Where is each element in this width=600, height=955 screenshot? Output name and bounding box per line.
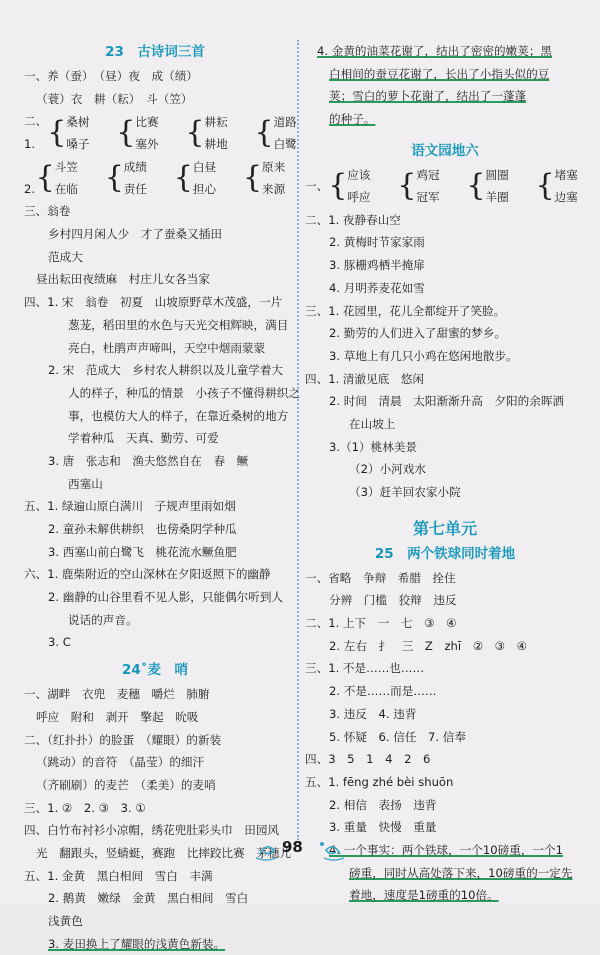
answer-line: 2. 幽静的山谷里看不见人影，只能偶尔听到人 — [48, 590, 284, 605]
right-column — [305, 40, 585, 907]
answer-line: 乡村四月闲人少 才了蚕桑又插田 — [48, 227, 222, 242]
section-title-yuwen-yuandi: 语文园地六 — [411, 142, 479, 159]
answer-line: 一、养（蚕） （昼）夜 成（绩） — [24, 69, 198, 83]
underlined-text: 4. 一个事实：两个铁球，一个10磅重，一个1 — [329, 842, 563, 857]
word: 成绩 — [123, 159, 147, 174]
word: 鸡冠 — [416, 168, 440, 183]
word: 责任 — [123, 181, 147, 196]
underlined-text: 磅重，同时从高处落下来，10磅重的一定先 — [349, 865, 573, 880]
brace-icon: { — [397, 168, 417, 204]
answer-line: 五、1. 绿遍山原白满川 子规声里雨如烟 — [24, 499, 236, 514]
brace-icon: { — [466, 168, 486, 204]
answer-line: 二、1. 上下 一 七 ③ ④ — [305, 616, 457, 631]
answer-line: 3. C — [48, 635, 71, 650]
answer-line: 浅黄色 — [48, 914, 83, 928]
group-prefix: 一、 — [305, 178, 329, 193]
answer-line: 2. 勤劳的人们进入了甜蜜的梦乡。 — [329, 326, 507, 341]
answer-line: 学着种瓜 天真、勤劳、可爱 — [68, 431, 219, 446]
word-pair — [347, 164, 397, 208]
unit-7-title: 第七单元 — [412, 518, 477, 538]
word-pair — [416, 164, 466, 208]
word: 嗓子 — [66, 136, 90, 151]
brace-icon: { — [35, 159, 55, 195]
answer-line: 在山坡上 — [349, 416, 396, 431]
answer-line: 光 翻跟头，竖蜻蜓，赛跑 比摔跤比赛 茅穗儿 — [36, 845, 292, 860]
word-pair — [55, 156, 105, 200]
answer-line: 一、湖畔 衣兜 麦穗 嚼烂 肺腑 — [24, 687, 210, 702]
answer-line: 4. 月明荞麦花如雪 — [329, 280, 425, 295]
answer-line: 2. 黄梅时节家家雨 — [329, 235, 425, 250]
answer-line — [305, 108, 585, 131]
word-group — [24, 155, 286, 200]
word-group — [24, 110, 297, 155]
underlined-text: 的种子。 — [329, 112, 376, 127]
answer-line: 一、省略 争辩 希腊 拴住 — [305, 570, 456, 585]
answer-line — [305, 85, 585, 108]
answer-line: （3）赶羊回农家小院 — [349, 485, 461, 499]
word: 羊圈 — [485, 190, 509, 205]
answer-line: （齐刷刷）的麦芒 （柔美）的麦哨 — [36, 777, 216, 792]
answer-line: 五、1. 金黄 黑白相间 雪白 丰满 — [24, 868, 213, 883]
answer-line: 3.（1）桃林美景 — [329, 439, 418, 454]
answer-line: 3. 草地上有几只小鸡在悠闲地散步。 — [329, 348, 518, 363]
brace-icon: { — [116, 114, 136, 150]
answer-line: 2. 相信 表扬 违背 — [329, 797, 437, 812]
answer-line — [305, 40, 585, 63]
lesson-23-title: 23 古诗词三首 — [105, 44, 205, 60]
answer-line: 四、白竹布衬衫小凉帽，绣花兜肚彩头巾 田园风 — [24, 823, 280, 838]
word-pair — [193, 156, 243, 200]
word: 呼应 — [347, 190, 371, 205]
brace-icon: { — [173, 159, 193, 195]
answer-line — [305, 884, 585, 907]
brace-icon: { — [254, 114, 274, 150]
answer-line: 昼出耘田夜绩麻 村庄儿女各当家 — [36, 272, 210, 287]
answer-line: 三、翁卷 — [24, 204, 71, 219]
word: 原来 — [261, 159, 286, 174]
word: 来源 — [261, 181, 286, 196]
word: 桑树 — [66, 114, 90, 129]
answer-line: 呼应 附和 剥开 擎起 吮吸 — [36, 709, 199, 724]
brace-icon: { — [104, 159, 124, 195]
word: 耕耘 — [204, 114, 228, 129]
answer-line: 事，也模仿大人的样子，在靠近桑树的地方 — [68, 408, 289, 423]
word: 担心 — [192, 181, 217, 196]
answer-line: 四、3 5 1 4 2 6 — [305, 752, 431, 767]
answer-line: 3. 豚栅鸡栖半掩扉 — [329, 258, 425, 273]
answer-line: 3. 违反 4. 违背 — [329, 706, 417, 721]
answer-line: 3. 唐 张志和 渔夫悠然自在 春 鳜 — [48, 453, 249, 468]
word: 在临 — [54, 181, 78, 196]
word: 应该 — [347, 168, 371, 183]
answer-line: 三、1. 花园里，花儿全都绽开了笑脸。 — [305, 303, 506, 318]
underlined-answer: 3. 麦田换上了耀眼的浅黄色新装。 — [48, 936, 226, 951]
word: 白昼 — [192, 159, 217, 174]
underlined-text: 着地，速度是1磅重的10倍。 — [349, 888, 499, 903]
answer-line: 六、1. 鹿柴附近的空山深林在夕阳返照下的幽静 — [24, 567, 271, 582]
brace-icon: { — [328, 168, 348, 204]
word: 堵塞 — [554, 168, 578, 183]
underlined-text: 荚；雪白的萝卜花谢了，结出了一蓬蓬 — [329, 89, 527, 104]
word: 耕地 — [204, 136, 228, 151]
answer-line: 三、1. ② 2. ③ 3. ① — [24, 800, 146, 815]
word: 道路 — [273, 114, 297, 129]
answer-line: （2）小河戏水 — [349, 462, 426, 477]
page-number: 98 — [282, 838, 303, 856]
answer-line: 分辨 门槛 狡辩 违反 — [329, 593, 457, 608]
answer-line: 3. 西塞山前白鹭飞 桃花流水鳜鱼肥 — [48, 544, 237, 559]
answer-line: 2. 鹅黄 嫩绿 金黄 黑白相间 雪白 — [48, 891, 249, 906]
answer-line: （蓑）衣 耕（耘） 斗（笠） — [36, 91, 193, 106]
word-pair — [555, 164, 600, 208]
group-prefix: 2. — [24, 159, 36, 196]
word: 圆圈 — [485, 168, 509, 183]
answer-line: 范成大 — [48, 249, 83, 264]
word-pair — [485, 164, 535, 208]
answer-line: 3. 重量 快慢 重量 — [329, 820, 437, 835]
answer-line: 三、1. 不是……也…… — [305, 661, 425, 676]
brace-icon: { — [535, 168, 555, 204]
word: 边塞 — [554, 190, 578, 205]
group-prefix: 二、1. — [24, 114, 48, 151]
answer-line: 亮白，杜鹃声声啼叫，天空中烟雨蒙蒙 — [68, 340, 266, 355]
answer-line: 2. 宋 范成大 乡村农人耕织以及儿童学着大 — [48, 363, 284, 378]
lesson-24-title: 24˚麦 哨 — [121, 662, 189, 679]
answer-line — [305, 63, 585, 86]
underlined-text: 4. 金黄的油菜花谢了，结出了密密的嫩荚；黑 — [317, 44, 553, 58]
answer-line — [24, 933, 286, 955]
word: 冠军 — [416, 190, 440, 205]
word-pair — [124, 156, 174, 200]
lesson-25-title: 25 两个铁球同时着地 — [374, 545, 516, 562]
brace-icon: { — [47, 114, 67, 150]
answer-line: 西塞山 — [68, 476, 103, 491]
answer-line: 2. 时间 清晨 太阳渐渐升高 夕阳的余晖洒 — [329, 394, 565, 409]
answer-line: 5. 怀疑 6. 信任 7. 信奉 — [329, 729, 466, 744]
brace-icon: { — [242, 159, 262, 195]
answer-line: 葱茏，稻田里的水色与天光交相辉映，满目 — [68, 317, 289, 332]
word-pair — [204, 111, 254, 155]
answer-line: 二、（红扑扑）的脸蛋 （耀眼）的新装 — [24, 732, 222, 747]
answer-line: 说话的声音。 — [68, 612, 138, 627]
underlined-text: 白相间的蚕豆花谢了，长出了小指头似的豆 — [329, 66, 550, 81]
answer-line: 2. 不是……而是…… — [329, 684, 437, 699]
answer-line: 二、1. 夜静春山空 — [305, 212, 401, 227]
answer-line: 人的样子，种瓜的情景 小孩子不懂得耕织之 — [68, 385, 300, 400]
answer-line: （跳动）的音符 （晶莹）的细汗 — [36, 755, 205, 770]
word: 比赛 — [135, 114, 159, 129]
word-pair — [66, 111, 116, 155]
answer-line: 2. 童孙未解供耕织 也傍桑阴学种瓜 — [48, 522, 237, 536]
word: 白鹭 — [273, 136, 297, 151]
brace-icon: { — [185, 114, 205, 150]
word: 斗笠 — [54, 159, 78, 174]
answer-line: 2. 左右 扌 三 Z zhī ② ③ ④ — [329, 638, 528, 653]
word: 塞外 — [135, 136, 159, 151]
answer-line: 四、1. 宋 翁卷 初夏 山坡原野草木茂盛，一片 — [24, 295, 283, 310]
page-footer — [250, 836, 350, 866]
word-group — [305, 164, 585, 209]
answer-line: 五、1. fēng zhé bèi shuōn — [305, 774, 454, 789]
word-pair — [135, 111, 185, 155]
answer-line: 四、1. 清澈见底 悠闲 — [305, 371, 425, 386]
